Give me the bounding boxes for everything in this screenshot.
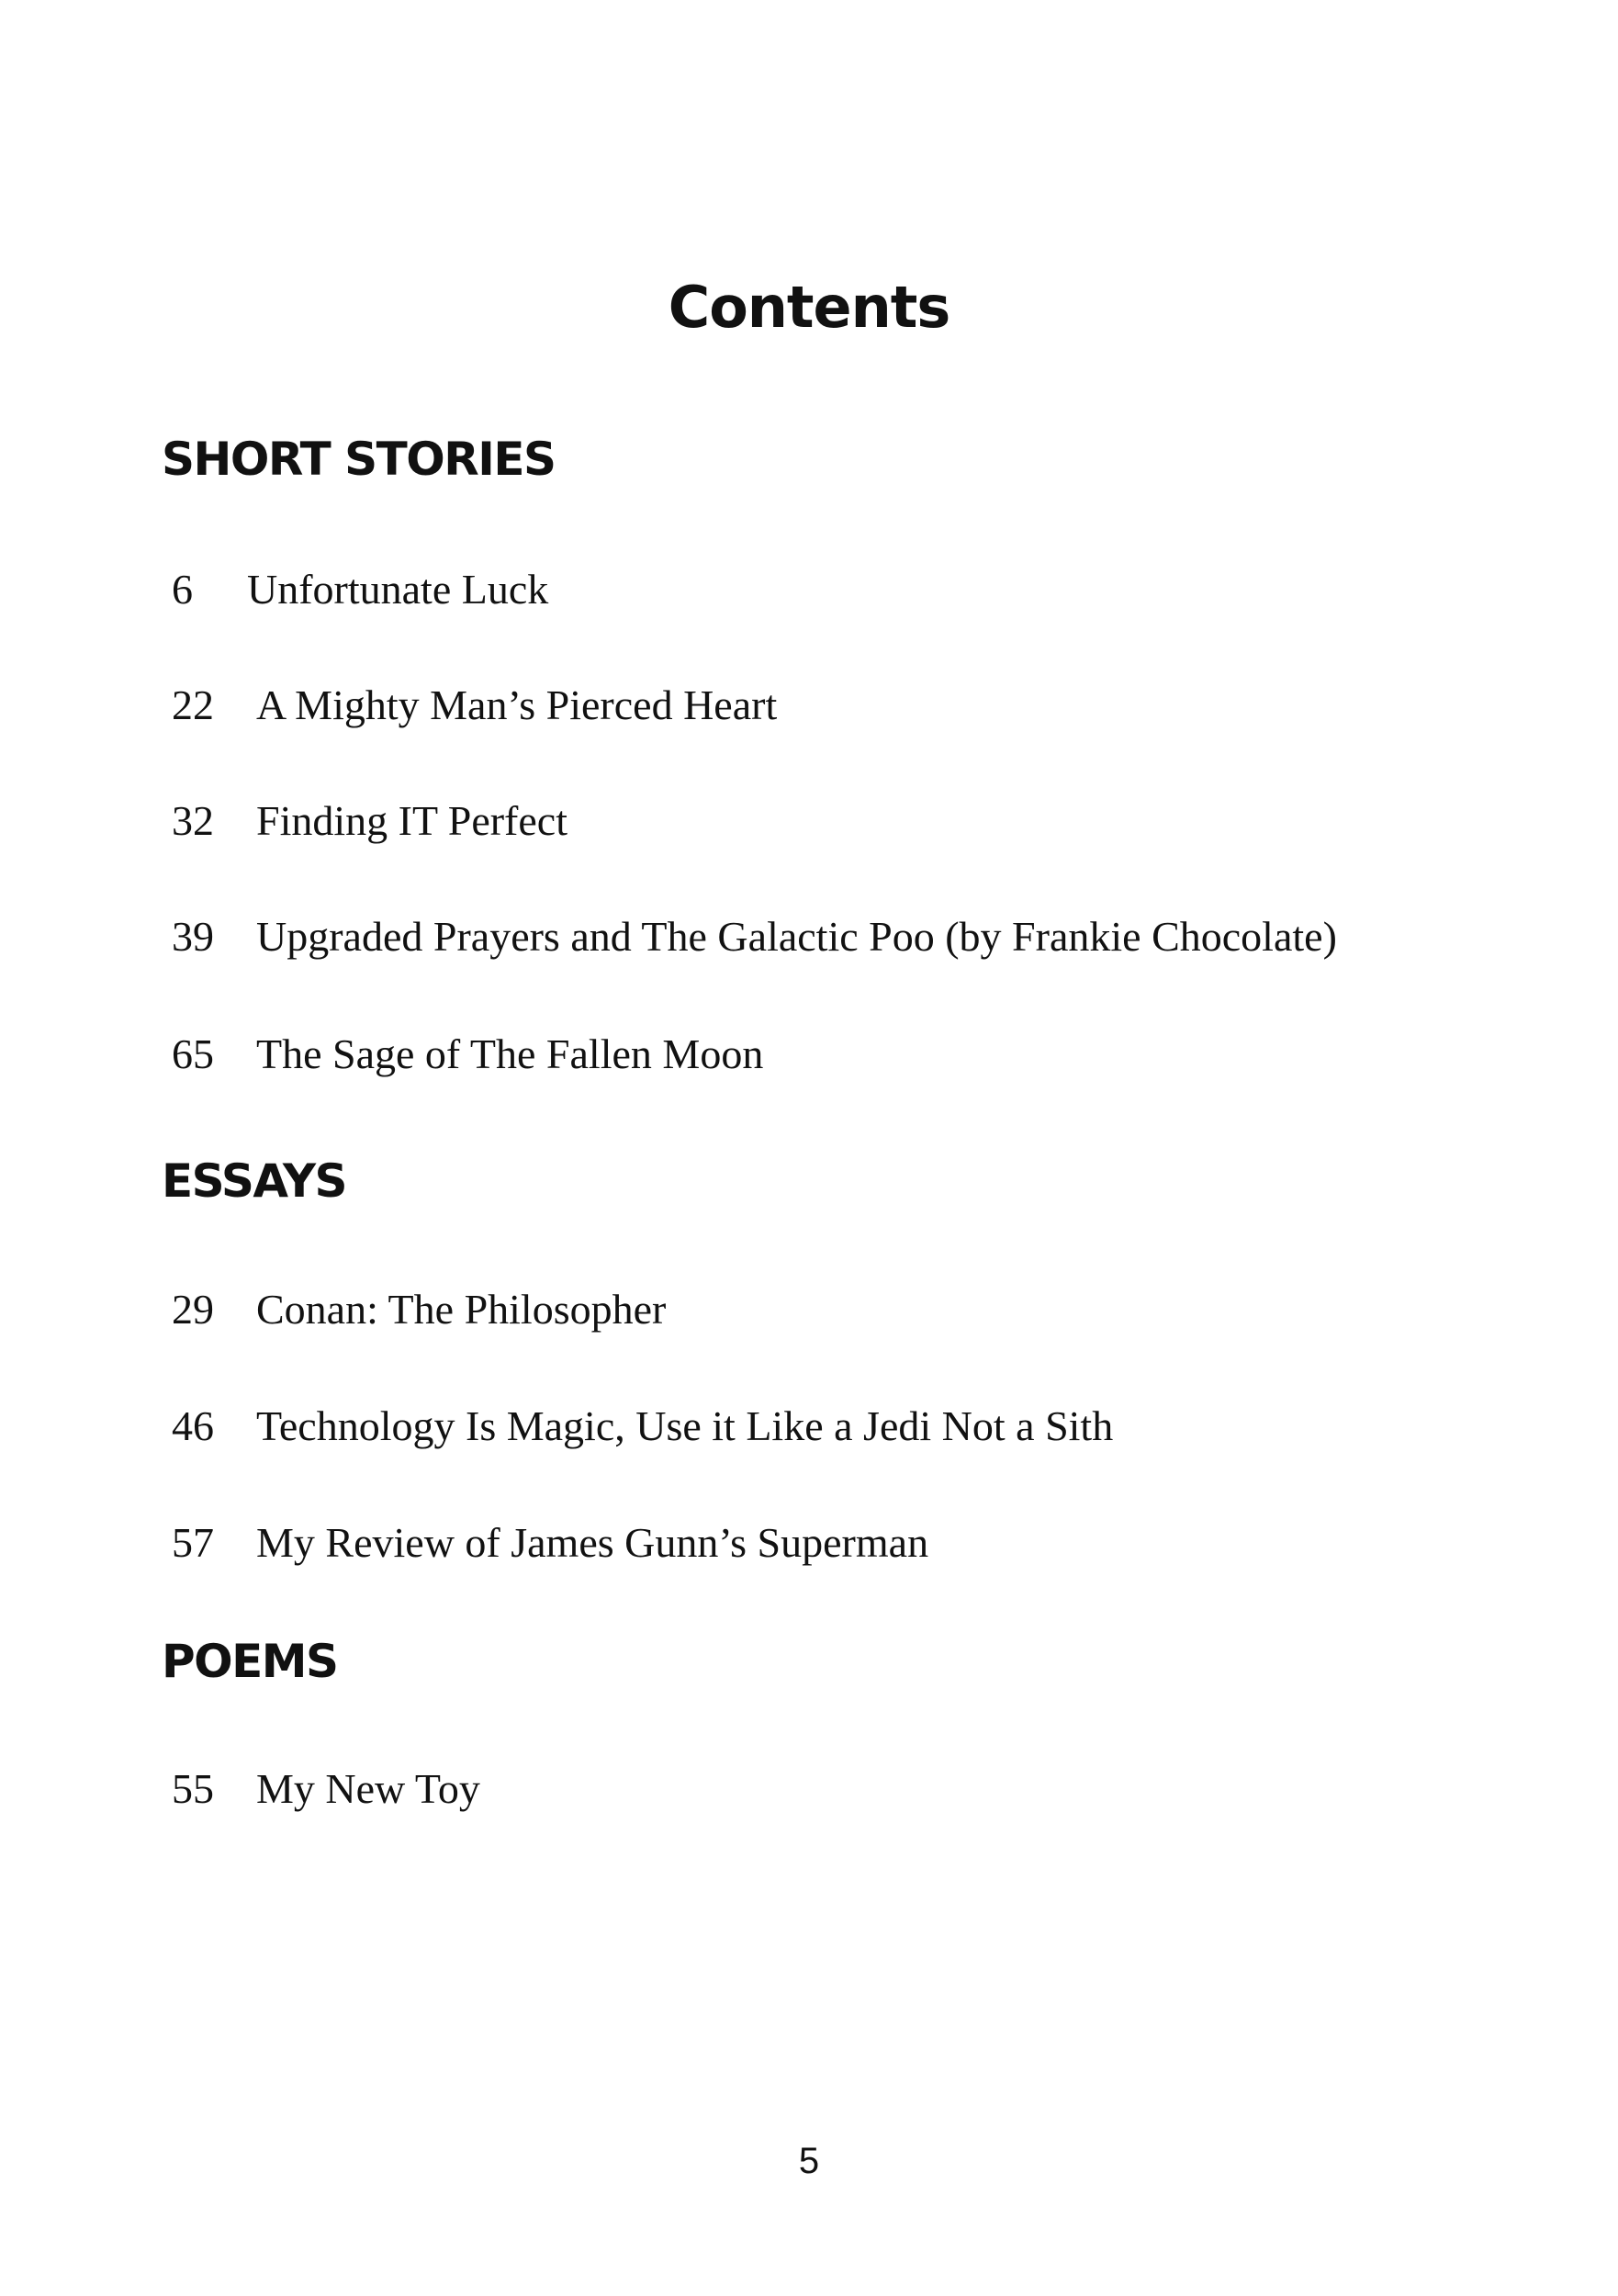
toc-entry xyxy=(172,793,567,849)
toc-entry-page: 55 xyxy=(172,1765,214,1812)
toc-entry xyxy=(172,1761,480,1817)
page-title: Contents xyxy=(668,274,950,341)
toc-entry-page: 29 xyxy=(172,1286,214,1333)
toc-entry-page: 57 xyxy=(172,1519,214,1566)
toc-entry-title: The Sage of The Fallen Moon xyxy=(256,1030,764,1077)
toc-entry-title: Upgraded Prayers and The Galactic Poo (by Frankie Chocolate) xyxy=(256,913,1337,960)
section-heading-essays: ESSAYS xyxy=(162,1154,347,1208)
toc-entry-page: 39 xyxy=(172,913,214,960)
toc-entry-title: My Review of James Gunn’s Superman xyxy=(256,1519,929,1566)
toc-entry-page: 6 xyxy=(172,566,193,613)
toc-entry xyxy=(172,1399,1113,1454)
section-heading-short-stories: SHORT STORIES xyxy=(162,433,556,486)
toc-entry xyxy=(172,909,1337,964)
toc-entry xyxy=(172,1515,928,1570)
toc-entry-title: Technology Is Magic, Use it Like a Jedi Not a Sith xyxy=(256,1402,1114,1449)
toc-entry-title: Unfortunate Luck xyxy=(247,566,549,613)
toc-entry-page: 65 xyxy=(172,1030,214,1077)
toc-entry-title: A Mighty Man’s Pierced Heart xyxy=(256,681,778,728)
toc-entry xyxy=(172,1027,763,1082)
toc-entry xyxy=(172,1282,666,1337)
page-number: 5 xyxy=(798,2141,820,2181)
toc-entry-page: 32 xyxy=(172,797,214,844)
toc-entry-title: Finding IT Perfect xyxy=(256,797,567,844)
toc-entry xyxy=(172,562,548,617)
section-heading-poems: POEMS xyxy=(162,1635,338,1688)
toc-entry-page: 22 xyxy=(172,681,214,728)
toc-entry xyxy=(172,678,777,733)
toc-entry-title: Conan: The Philosopher xyxy=(256,1286,667,1333)
toc-entry-page: 46 xyxy=(172,1402,214,1449)
toc-entry-title: My New Toy xyxy=(256,1765,480,1812)
